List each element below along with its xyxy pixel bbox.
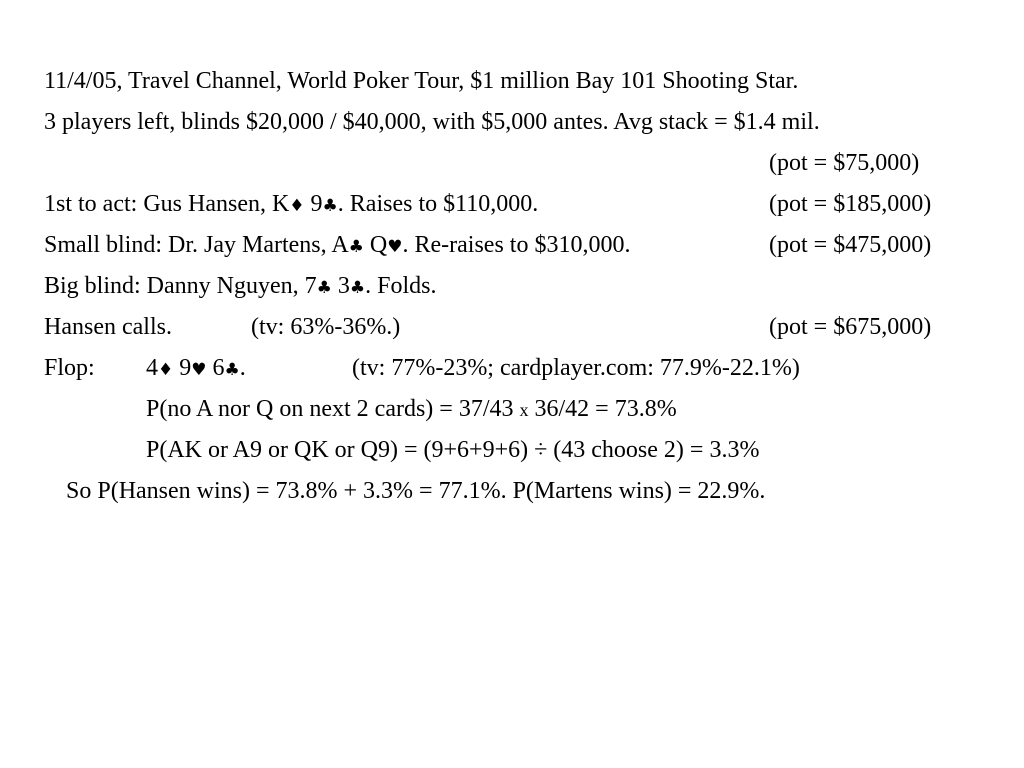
nguyen-card2: 3 (331, 273, 350, 299)
pot-value: (pot = $185,000) (769, 191, 932, 217)
setup-text: 3 players left, blinds $20,000 / $40,000, with $5,000 antes. Avg stack = $1.4 mil. (44, 109, 820, 135)
diamond-icon: ♦ (289, 196, 305, 216)
nguyen-folds: . Folds. (365, 273, 437, 299)
flop-card2: 9 (173, 355, 192, 381)
diamond-icon: ♦ (158, 360, 174, 380)
hansen-raise: . Raises to $110,000. (337, 191, 539, 217)
line-3-pot (0, 149, 1024, 177)
flop-card1: 4 (146, 355, 158, 381)
club-icon: ♣ (322, 196, 338, 216)
hansen-card2: 9 (304, 191, 323, 217)
club-icon: ♣ (348, 237, 364, 257)
hansen-calls: Hansen calls. (44, 314, 172, 340)
summary-text: So P(Hansen wins) = 73.8% + 3.3% = 77.1%. P(Martens wins) = 22.9%. (66, 478, 766, 504)
pot-value: (pot = $75,000) (769, 150, 920, 176)
flop-card3: 6 (206, 355, 225, 381)
flop-cards (146, 354, 246, 384)
heart-icon: ♥ (191, 360, 207, 380)
martens-text: Small blind: Dr. Jay Martens, A (44, 232, 349, 258)
prob-no-aq-tail: 36/42 = 73.8% (528, 396, 677, 422)
martens-card2: Q (363, 232, 388, 258)
pot-value: (pot = $475,000) (769, 232, 932, 258)
tv-odds: (tv: 63%-36%.) (251, 314, 401, 340)
club-icon: ♣ (224, 360, 240, 380)
nguyen-text: Big blind: Danny Nguyen, 7 (44, 273, 317, 299)
martens-action (44, 231, 630, 261)
pot-value: (pot = $675,000) (769, 314, 932, 340)
flop-period: . (239, 355, 246, 381)
flop-odds: (tv: 77%-23%; cardplayer.com: 77.9%-22.1%) (352, 355, 800, 381)
club-icon: ♣ (349, 278, 366, 298)
prob-no-aq-lead: P(no A nor Q on next 2 cards) = 37/43 (146, 396, 520, 422)
line-4-hansen (0, 190, 1024, 218)
line-8-flop (0, 354, 1024, 382)
line-7-call (0, 313, 1024, 341)
flop-label: Flop: (44, 355, 95, 381)
line-5-martens (0, 231, 1024, 259)
times-sign: x (519, 400, 529, 420)
event-text: 11/4/05, Travel Channel, World Poker Tour, $1 million Bay 101 Shooting Star. (44, 68, 799, 94)
heart-icon: ♥ (387, 237, 403, 257)
prob-no-aq (146, 395, 677, 424)
hansen-action (44, 190, 538, 220)
hansen-text: 1st to act: Gus Hansen, K (44, 191, 290, 217)
nguyen-action (44, 272, 437, 302)
prob-pairs: P(AK or A9 or QK or Q9) = (9+6+9+6) ÷ (43 choose 2) = 3.3% (146, 437, 760, 463)
club-icon: ♣ (316, 278, 332, 298)
martens-reraise: . Re-raises to $310,000. (402, 232, 631, 258)
